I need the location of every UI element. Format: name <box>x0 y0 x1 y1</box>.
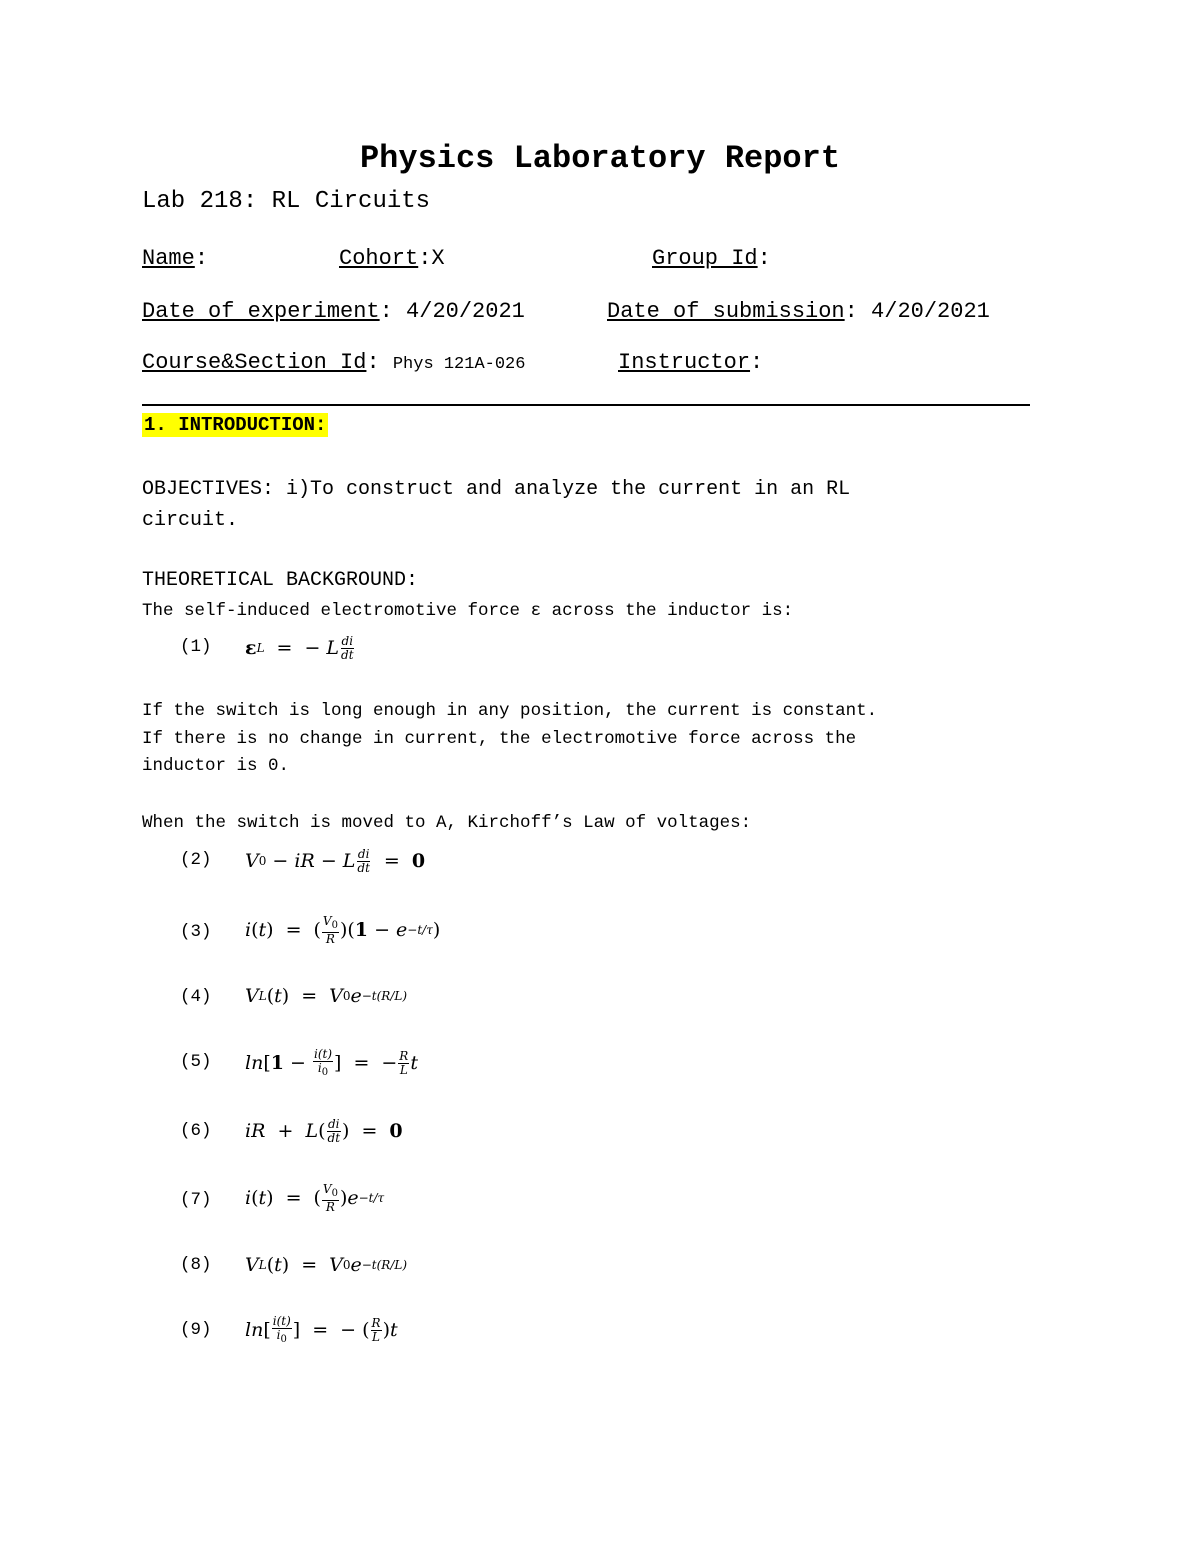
objectives-line-1: OBJECTIVES: i)To construct and analyze the current in an RL <box>142 478 851 501</box>
section-heading-introduction: 1. INTRODUCTION: <box>144 414 327 436</box>
equation-number: (6) <box>180 1121 212 1141</box>
equation-1: ε L = − L $\frac{di}{dt}$ <box>245 633 354 662</box>
equation-number: (8) <box>180 1255 212 1275</box>
date-experiment-label: Date of experiment <box>142 299 380 324</box>
name-field: Name: <box>142 246 209 271</box>
equation-number: (1) <box>180 637 212 657</box>
kirchhoff-line: When the switch is moved to A, Kirchoff’s Law of voltages: <box>142 813 752 833</box>
equation-number: (7) <box>180 1190 212 1210</box>
equation-5: ln [ 1 − $\frac{i(t)}{i_0}$ ] = − $\frac{R}{L}$ t <box>245 1046 418 1078</box>
name-label: Name <box>142 246 195 271</box>
theory-line: The self-induced electromotive force ε across the inductor is: <box>142 601 794 621</box>
cohort-label: Cohort <box>339 246 419 271</box>
equation-3: i ( t ) = ( $\frac{V_0}{R}$ )( 1 − e −t/τ ) <box>245 913 441 946</box>
date-submission-field: Date of submission: 4/20/2021 <box>607 299 990 324</box>
group-label: Group Id <box>652 246 758 271</box>
date-experiment-value: 4/20/2021 <box>406 299 525 324</box>
equation-6: iR + L ( $\frac{di}{dt}$ ) = 0 <box>245 1116 403 1145</box>
equation-number: (2) <box>180 850 212 870</box>
paragraph-line-2: If there is no change in current, the electromotive force across the <box>142 729 857 749</box>
equation-number: (9) <box>180 1320 212 1340</box>
group-field: Group Id: <box>652 246 771 271</box>
date-experiment-field: Date of experiment: 4/20/2021 <box>142 299 525 324</box>
paragraph-line-1: If the switch is long enough in any position, the current is constant. <box>142 701 878 721</box>
date-submission-label: Date of submission <box>607 299 845 324</box>
date-submission-value: 4/20/2021 <box>871 299 990 324</box>
equation-2: V 0 − iR − L $\frac{di}{dt}$ = 0 <box>245 846 426 875</box>
lab-title: Lab 218: RL Circuits <box>142 188 431 215</box>
course-field: Course&Section Id: Phys 121A-026 <box>142 350 526 375</box>
cohort-field: Cohort:X <box>339 246 445 271</box>
cohort-value: X <box>431 246 445 271</box>
equation-9: ln [ $\frac{i(t)}{i_0}$ ] = − ( $\frac{R}{L}$ ) t <box>245 1313 398 1345</box>
course-label: Course&Section Id <box>142 350 367 375</box>
equation-4: V L ( t ) = V 0 e −t(R/L) <box>245 985 408 1007</box>
course-value: Phys 121A-026 <box>392 355 526 374</box>
equation-number: (5) <box>180 1052 212 1072</box>
objectives-line-2: circuit. <box>142 509 239 532</box>
theory-heading: THEORETICAL BACKGROUND: <box>142 569 419 592</box>
paragraph-line-3: inductor is 0. <box>142 756 290 776</box>
instructor-field: Instructor: <box>618 350 764 375</box>
report-title: Physics Laboratory Report <box>359 140 841 177</box>
equation-number: (4) <box>180 987 212 1007</box>
equation-8: V L ( t ) = V 0 e −t(R/L) <box>245 1254 408 1276</box>
equation-7: i ( t ) = ( $\frac{V_0}{R}$ ) e −t/τ <box>245 1181 385 1214</box>
header-divider <box>142 404 1030 406</box>
equation-number: (3) <box>180 922 212 942</box>
instructor-label: Instructor <box>618 350 751 375</box>
